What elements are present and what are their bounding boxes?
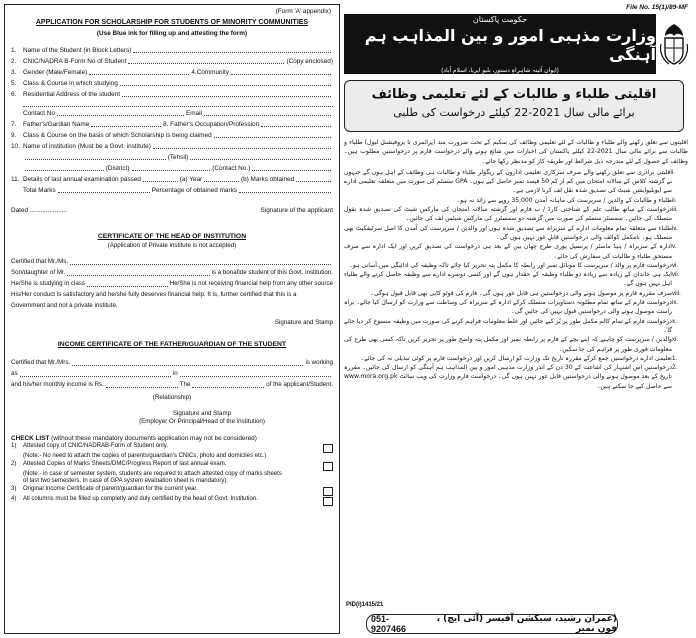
relationship-label: (Relationship) [152, 394, 192, 402]
field-father: 7. Father's/Gardian Name 8. Father's Occupation/Profession [11, 118, 333, 129]
field-exam: 11. Details of last annual examination passed (a) Year (b) Marks obtained [11, 173, 333, 184]
headline-box [344, 80, 684, 132]
checklist [11, 443, 333, 506]
field-district: (District) (Contact No.) [11, 162, 333, 173]
checklist-item: (Note:- No need to attach the copies of parents/guardian's CNICs, photo and domiciles etc.) [23, 453, 267, 460]
checklist-item: 4) All columns must be filled up completly and duly certified by the head of Govt. Institution. [11, 496, 333, 506]
contact-phone: 051-9207466 [371, 614, 407, 634]
checklist-title: CHECK LIST (without these mandatory documents application may not be considered) [11, 435, 257, 443]
ministry-banner [344, 14, 656, 74]
form-title: APPLICATION FOR SCHOLARSHIP FOR STUDENTS OF MINORITY COMMUNITIES [35, 19, 309, 26]
field-gender: 3. Gender (Male/Female) 4.Community [11, 66, 333, 77]
checklist-checkbox[interactable] [323, 444, 333, 453]
dated-row [11, 207, 333, 217]
checklist-item: of last two semesters. In case of GPA system evaluation sheet is mandatory). [23, 478, 228, 485]
urdu-paragraph-1: 1. تعلیمی ادارے درخواستیں جمع کرکے مقررہ تاریخ تک وزارت کو ارسال کریں اور درخواست فارم پر کوئی تبدیلی نہ کی جائے۔ [360, 354, 678, 362]
headline-sub: برائے مالی سال 2021-22 کیلئے درخواست کی طلبی [393, 106, 635, 119]
urdu-paragraph-2: 2. درخواستیں اس اشتہار کی اشاعت کے 30 دن کے اندر وزارت مذہبی امور و بین المذاہب ہم آہنگی کو ارسال کی جائیں۔ مقررہ تاریخ کے بعد موصول ہونے والی درخواستیں قابل غور نہیں ہوں گی۔ درخواست فارم وزارت کی ویب سائٹ www.mora.org.pk سے حاصل کیے جا سکتے ہیں۔ [344, 364, 678, 390]
head-certificate-subtitle: (Application of Private institute is not accepted) [107, 242, 237, 250]
emblem-graphic [659, 22, 689, 66]
applicant-signature-label: Signature of the applicant [260, 206, 333, 214]
urdu-intro: اقلیتوں سے تعلق رکھنے والے طلباء و طالبات کے لئے تعلیمی وظائف کی سکیم کے تحت ضرورت مند (پرائمری تا پروفیشنل لیول) طلباء و طالبات سے برائے مالی سال 2021-22 کیلئے پاکستان کی اخبارات میں شائع ہونے والے درخواست فارم پر درخواستیں مطلوب ہیں۔ وظائف کے حصول کے لئے مندرجہ ذیل شرائط اور طریقہ کار کو مدنظر رکھا جائے۔ [344, 139, 688, 165]
headline-main: اقلیتی طلباء و طالبات کے لئے تعلیمی وظائف [371, 87, 657, 102]
field-cnic: 2. CNIC/NADRA B-Form No of Student (Copy enclosed) [11, 57, 333, 65]
ministry-name: وزارت مذہبی امور و بین المذاہب ہم آہنگی [364, 25, 656, 64]
income-certificate-text: Certified that Mr./Mrs. is working as in and his/her monthly income is Rs. The of the applicant/Student. [11, 359, 333, 389]
form-subtitle: (Use Blue ink for filling up and attesting the form) [96, 29, 248, 37]
field-address: 6. Residential Address of the student [11, 88, 333, 99]
urdu-condition: iii. درخواست کے ساتھ طالب علم کے شناختی کارڈ / ب فارم اور گزشتہ سالانہ امتحان کی مارکس شیٹ کی تصدیق شدہ نقول منسلک کی جائیں۔ سمسٹر سسٹم کی صورت میں گزشتہ دو سمسٹرز کی مارکس شیٹس لف کی جائیں۔ [344, 206, 678, 223]
head-signature-label: Signature and Stamp [274, 318, 333, 326]
ministry-address: (ایوان آئینہ شاہراہِ دستور، بلیو ایریا، اسلام آباد) [441, 67, 559, 74]
urdu-condition: i. اقلیتی برادری سے تعلق رکھنے والے صرف سرکاری تعلیمی اداروں کے ریگولر طلباء و طالبات ہی وظائف کے اہل ہوں گے جنہوں نے گزشتہ کلاس کے سالانہ امتحان میں کم از کم 50 فیصد نمبر حاصل کیے ہوں۔ GPA سسٹم کی صورت میں متعلقہ تعلیمی ادارے سے ایویلیوایشن شیٹ کی تصدیق شدہ نقل لف کرنا لازمی ہے۔ [344, 168, 676, 195]
field-claim-class: 9. Class & Course on the basis of which Scholarship is being claimed [11, 129, 333, 140]
checklist-checkbox[interactable] [323, 487, 333, 496]
head-certificate-text: Certified that Mr./Ms. Son/daughter of Mr. is a bonafide student of this Govt. institution. He/She is studying in class He/She is not receiving financial help from any other source His/Her conduct is satisfactory and he/she fully deserves financial help. It is, further certified that this is a Government and not a private institute. [11, 257, 333, 309]
dated-label: Dated ..................... [11, 206, 68, 214]
income-signature-label: Signature and Stamp [172, 409, 232, 417]
contact-officer: (عمران رشید، سیکشن آفیسر (آئی ایچ) ، فون نمبر [436, 614, 617, 634]
checklist-item: (Note:- in case of semester system, students are required to attach attested copy of marks sheets [23, 470, 282, 477]
checklist-checkbox[interactable] [323, 462, 333, 471]
checklist-item: 3) Original Income Certificate of parent/guardian for the current year. [11, 486, 333, 496]
checklist-checkbox[interactable] [323, 497, 333, 506]
field-total-marks: Total Marks Percentage of obtained marks [11, 184, 333, 195]
field-contact: Contact No Email [11, 107, 333, 118]
urdu-condition: ix. درخواست فارم کے ساتھ تمام مطلوبہ دستاویزات منسلک کرکے ادارہ کے سربراہ کی وساطت سے وزارت کو ارسال کیا جائے۔ براہ راست موصول ہونے والی درخواستیں قبول نہیں کی جائیں گی۔ [344, 299, 679, 316]
field-tehsil: (Tehsil) [11, 151, 333, 162]
pid-code: PID(I)1415/21 [346, 602, 384, 608]
field-institution: 10. Name of institution (Must be a Govt. institute) [11, 140, 333, 151]
urdu-conditions-list [344, 168, 688, 354]
application-form [4, 4, 340, 634]
urdu-condition: v. ادارہ کے سربراہ / ہیڈ ماسٹر / پرنسپل پوری طرح چھان بین کے بعد ہی درخواست کی تصدیق کریں اور ایک ادارہ سے صرف مستحق طلباء و طالبات کی سفارش کی جائے۔ [344, 243, 677, 260]
file-number: File No. 15(1)/89-MF [626, 4, 688, 11]
urdu-condition: ii. طلباء و طالبات کے والدین / سرپرست کی ماہانہ آمدن 35,000 روپے سے زائد نہ ہو۔ [456, 196, 677, 204]
government-label: حکومت پاکستان [472, 14, 528, 24]
field-student-name: 1. Name of the Student (in Block Letters) [11, 44, 333, 55]
checklist-item: 1) Attested copy of CNIC/NADRAB-Form of Student only. [11, 443, 333, 453]
urdu-condition: xi. والدین / سرپرست کو چاہیے کہ اپنے بچے کے فارم پر رابطہ نمبر اور مکمل پتہ واضح طور پر تحریر کریں تاکہ کسی بھی طرح کی معلومات فوری طور پر فراہم کی جا سکیں۔ [344, 336, 679, 353]
income-certificate-title: INCOME CERTIFICATE OF THE FATHER/GUARDIAN OF THE STUDENT [57, 340, 287, 348]
contact-pill [366, 614, 618, 634]
urdu-condition: iv. طلباء سے متعلقہ تمام معلومات ادارے کے سربراہ سے تصدیق شدہ ہوں اور والدین / سرپرست کی آمدن کا اصل سرٹیفکیٹ بھی منسلک ہو۔ نامکمل کوائف والی درخواستیں قابلِ غور نہیں ہوں گی۔ [344, 224, 678, 241]
urdu-advertisement [344, 4, 692, 634]
urdu-condition: vii. ایک ہی خاندان کے زیادہ سے زیادہ دو طلباء وظیفہ کے حقدار ہوں گے اور کسی دوسرے ادارے سے وظیفہ حاصل کرنے والے طلباء اہل نہیں ہوں گے۔ [344, 271, 680, 288]
employer-label: (Employer Or Principal/Head of the institution) [139, 417, 265, 425]
urdu-condition: viii. صرف مقررہ فارم پر موصول ہونے والی درخواستیں ہی قابل غور ہوں گی۔ فارم کی فوٹو کاپی بھی قابل قبول ہوگی۔ [370, 289, 681, 297]
urdu-body [344, 138, 688, 391]
checklist-item: 2) Attested Copies of Marks Sheets/DMC/Progress Report of last annual exam. [11, 461, 333, 471]
state-emblem-icon [658, 14, 690, 74]
head-certificate-title: CERTIFICATE OF THE HEAD OF INSTITUTION [97, 232, 247, 240]
field-class: 5. Class & Course in which studying [11, 77, 333, 88]
urdu-condition: x. درخواست فارم کے تمام کالم مکمل طور پر پُر کیے جائیں اور غلط معلومات فراہم کرنے کی صورت میں وظیفہ منسوخ کر دیا جائے گا۔ [344, 317, 677, 334]
form-tag: (Form 'A' appendix) [275, 8, 331, 15]
urdu-condition: vi. درخواست فارم پر والد / سرپرست کا موبائل نمبر اور رابطہ کا مکمل پتہ تحریر کیا جائے تاکہ وظیفہ کی ادائیگی میں آسانی ہو۔ [349, 261, 679, 269]
